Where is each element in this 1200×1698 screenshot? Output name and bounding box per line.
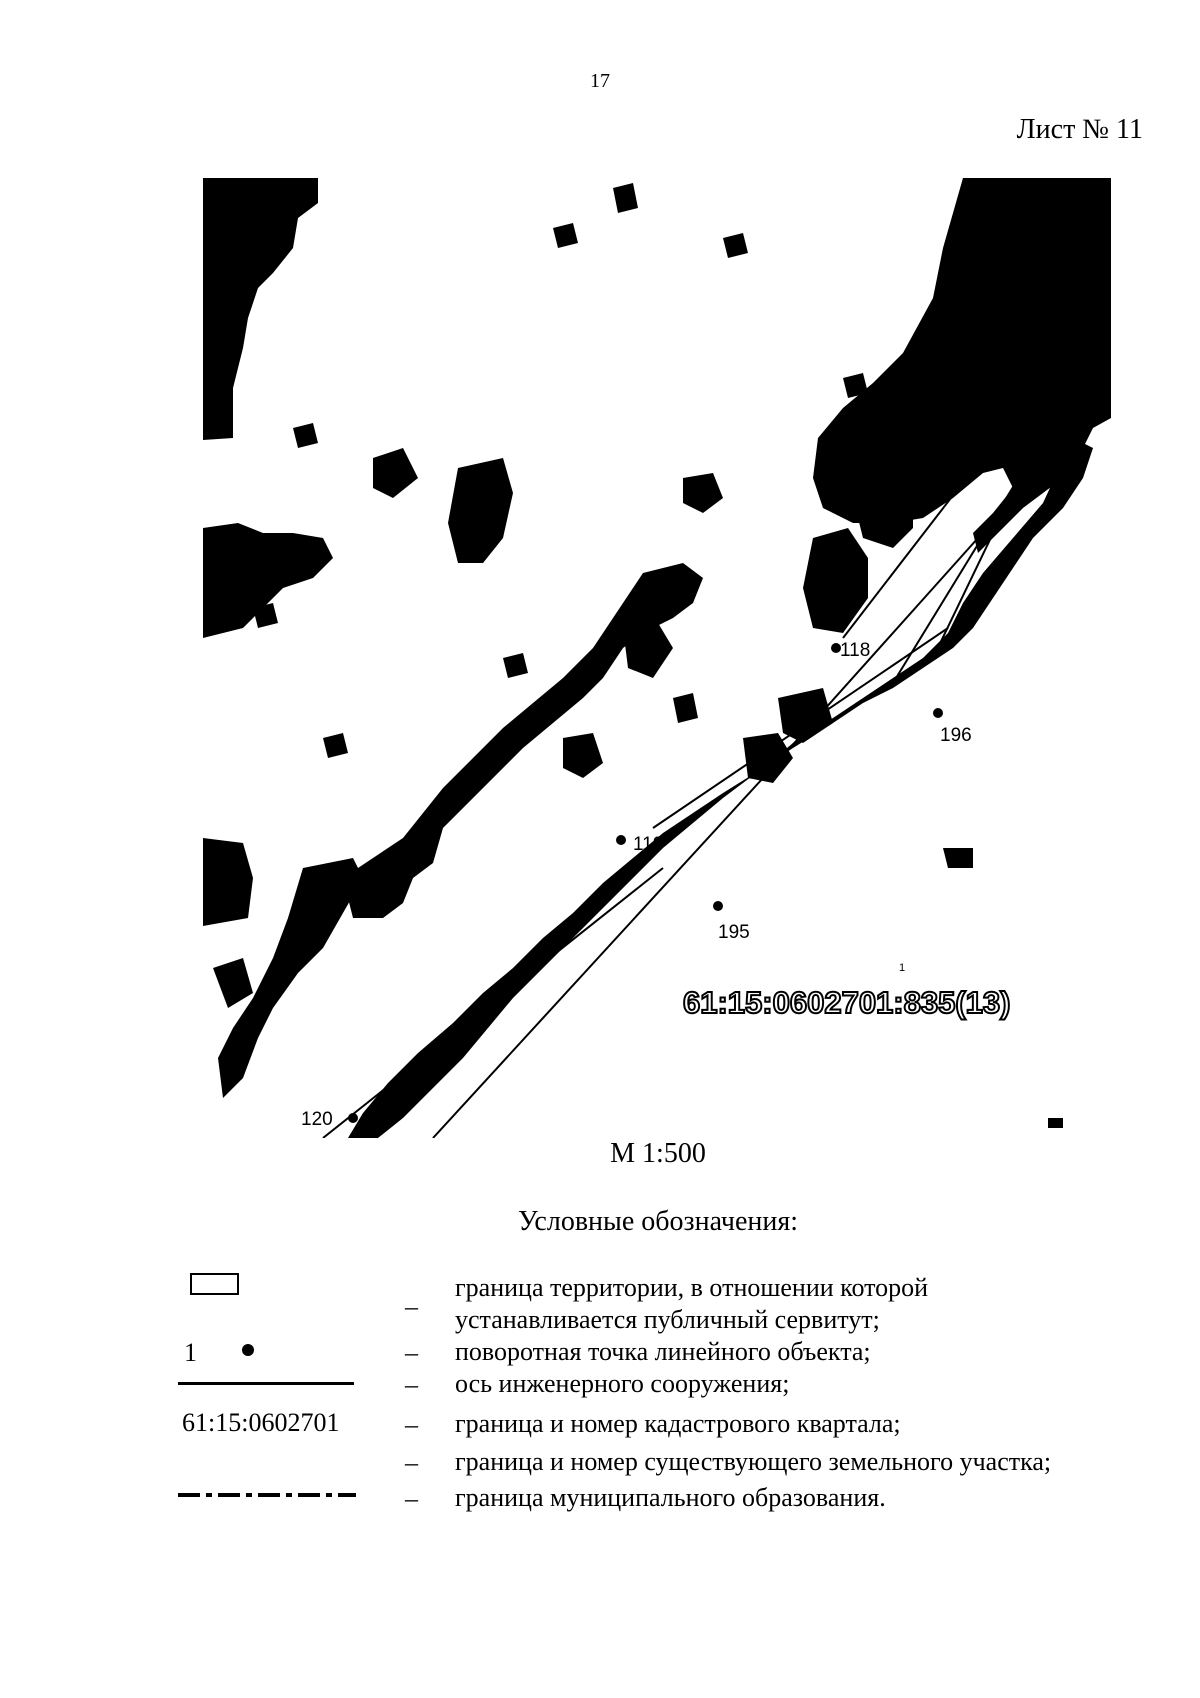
legend-dash-5: – <box>405 1448 418 1477</box>
legend-dash-3: – <box>405 1370 418 1399</box>
legend-solid-line-icon <box>178 1382 354 1385</box>
point-marker-196 <box>933 708 943 718</box>
legend-point-icon <box>242 1344 254 1356</box>
legend-text-3: ось инженерного сооружения; <box>455 1369 790 1398</box>
legend-dash-4: – <box>405 1410 418 1439</box>
legend-text-2: поворотная точка линейного объекта; <box>455 1337 871 1366</box>
point-marker-119 <box>616 835 626 845</box>
legend-point-number: 1 <box>184 1338 197 1367</box>
parcel-marker: 1 <box>899 962 906 974</box>
legend-title: Условные обозначения: <box>517 1206 799 1237</box>
legend-dash-2: – <box>405 1338 418 1367</box>
point-label-118: 118 <box>840 640 871 661</box>
legend-text-1b: устанавливается публичный сервитут; <box>455 1305 880 1334</box>
legend-text-6: граница муниципального образования. <box>455 1483 886 1512</box>
parcel-label: 61:15:0602701:835(13) <box>683 985 1011 1020</box>
point-marker-195 <box>713 901 723 911</box>
legend-text-1a: граница территории, в отношении которой <box>455 1273 929 1302</box>
legend-dash-dot-line-icon <box>178 1491 356 1499</box>
legend-dash-6: – <box>405 1484 418 1513</box>
point-label-196: 196 <box>940 725 972 746</box>
legend-text-4: граница и номер кадастрового квартала; <box>455 1409 901 1438</box>
legend-dash-1: – <box>405 1292 418 1321</box>
legend-text-5: граница и номер существующего земельного участка; <box>455 1447 1052 1476</box>
point-marker-120 <box>348 1113 358 1123</box>
legend-quarter-number: 61:15:0602701 <box>182 1408 340 1437</box>
point-label-120: 120 <box>301 1109 333 1130</box>
map-scale: М 1:500 <box>610 1138 706 1169</box>
point-label-119: 119 <box>633 834 664 855</box>
point-label-195: 195 <box>718 922 750 943</box>
page-number: 17 <box>590 70 610 92</box>
legend-symbol-rectangle <box>190 1273 239 1295</box>
sheet-label: Лист № 11 <box>1016 114 1143 145</box>
cadastral-map <box>203 178 1111 1138</box>
